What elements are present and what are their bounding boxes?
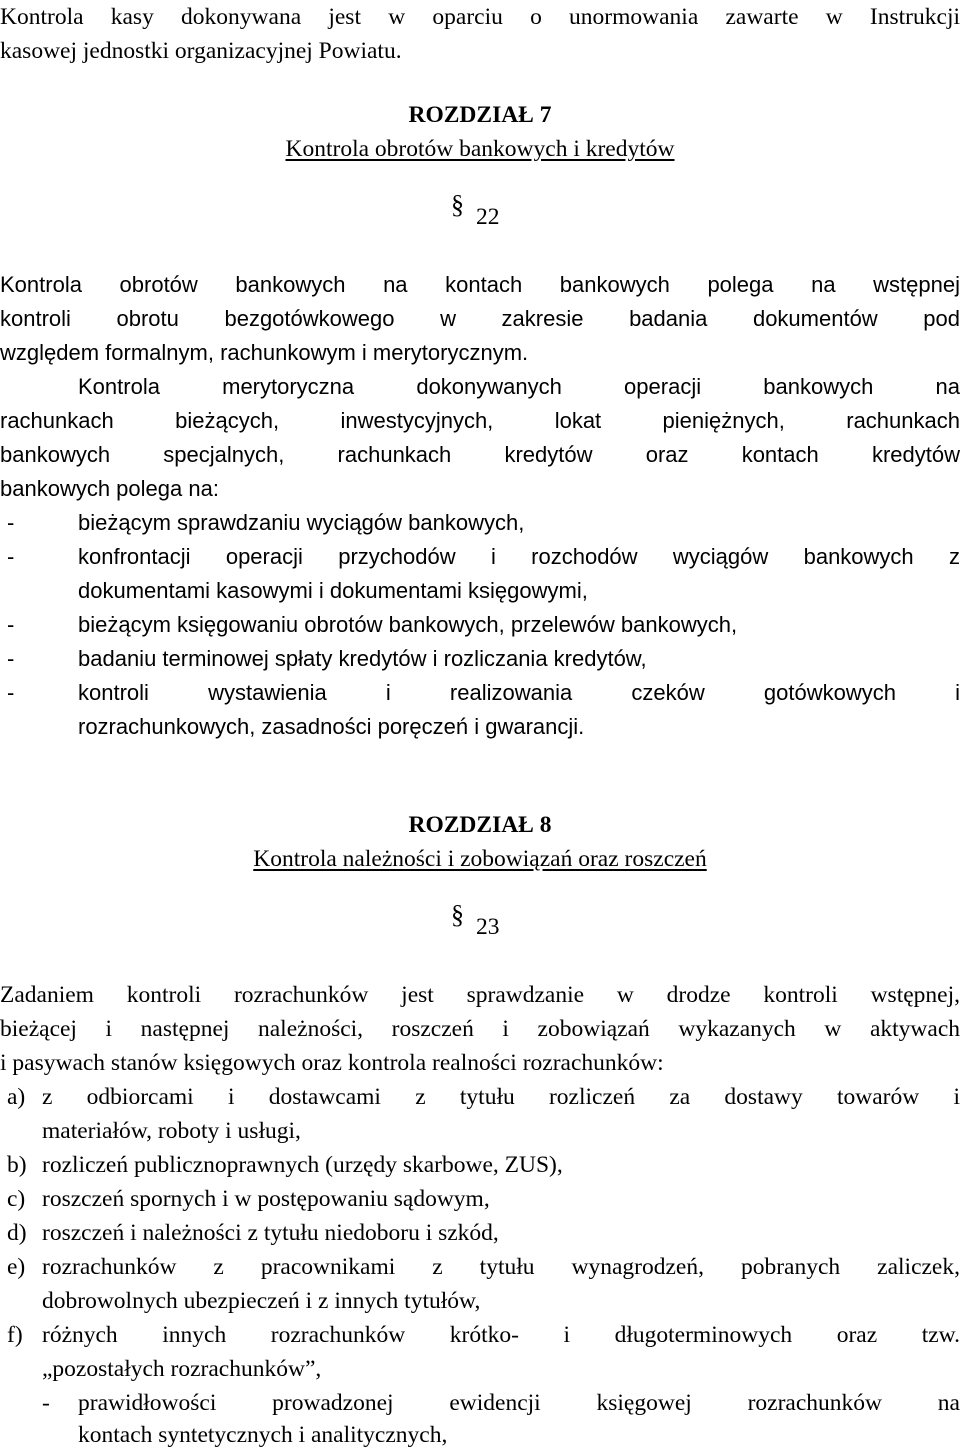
section-number: 23 (476, 914, 500, 940)
section-22-mark (0, 190, 960, 234)
ch7-para2-line-4: bankowych polega na: (0, 476, 219, 501)
dash-marker: - (42, 1390, 50, 1416)
list-item-text: materiałów, roboty i usługi, (42, 1118, 301, 1144)
list-item-label: d) (7, 1220, 27, 1246)
list-item-label: e) (7, 1254, 26, 1280)
section-23-mark (0, 900, 960, 944)
section-symbol: § (451, 190, 464, 219)
list-item-label: f) (7, 1322, 23, 1348)
list-item-text: bieżącym księgowaniu obrotów bankowych, przelewów bankowych, (78, 612, 738, 637)
chapter-7-title: Kontrola obrotów bankowych i kredytów (285, 136, 675, 162)
list-item-label: b) (7, 1152, 27, 1178)
list-item-text: rozrachunków z pracownikami z tytułu wynagrodzeń, pobranych zaliczek, (42, 1254, 960, 1280)
list-item-text: konfrontacji operacji przychodów i rozchodów wyciągów bankowych z (78, 544, 960, 569)
chapter-8-heading: ROZDZIAŁ 8 (408, 812, 552, 838)
list-item (0, 676, 960, 710)
list-item-text: bieżącym sprawdzaniu wyciągów bankowych, (78, 510, 525, 535)
list-item (0, 1182, 960, 1216)
list-item-text: badaniu terminowej spłaty kredytów i rozliczania kredytów, (78, 646, 647, 671)
ch7-para2-line-1: Kontrola merytoryczna dokonywanych operacji bankowych na (78, 374, 960, 399)
list-item (0, 642, 960, 676)
list-item-text: z odbiorcami i dostawcami z tytułu rozliczeń za dostawy towarów i (42, 1084, 960, 1110)
list-item-text: dokumentami kasowymi i dokumentami księgowymi, (78, 578, 588, 603)
list-item-text: roszczeń i należności z tytułu niedoboru i szkód, (42, 1220, 499, 1246)
ch7-para1-line-3: względem formalnym, rachunkowym i merytorycznym. (0, 340, 529, 365)
list-item-text: kontach syntetycznych i analitycznych, (78, 1422, 448, 1448)
ch8-para-line-3: i pasywach stanów księgowych oraz kontrola realności rozrachunków: (0, 1050, 664, 1076)
intro-line-1: Kontrola kasy dokonywana jest w oparciu o unormowania zawarte w Instrukcji (0, 4, 960, 30)
list-item-continuation (0, 1418, 960, 1452)
list-item-label: c) (7, 1186, 26, 1212)
list-item-continuation (0, 1114, 960, 1148)
dash-marker: - (7, 612, 15, 637)
list-item-label: a) (7, 1084, 26, 1110)
list-item-text: prawidłowości prowadzonej ewidencji księgowej rozrachunków na (78, 1390, 960, 1416)
ch7-para1-line-2: kontroli obrotu bezgotówkowego w zakresie badania dokumentów pod (0, 306, 960, 331)
list-item (0, 506, 960, 540)
list-item (0, 540, 960, 574)
ch7-para2-line-3: bankowych specjalnych, rachunkach kredytów oraz kontach kredytów (0, 442, 960, 467)
chapter-7-heading: ROZDZIAŁ 7 (408, 102, 552, 128)
ch8-para-line-2: bieżącej i następnej należności, roszczeń i zobowiązań wykazanych w aktywach (0, 1016, 960, 1042)
list-item-continuation (0, 710, 960, 744)
list-item (0, 1386, 960, 1420)
list-item-text: „pozostałych rozrachunków”, (42, 1356, 322, 1382)
list-item (0, 1080, 960, 1114)
list-item-continuation (0, 1352, 960, 1386)
list-item-continuation (0, 1284, 960, 1318)
list-item-text: roszczeń spornych i w postępowaniu sądowym, (42, 1186, 490, 1212)
section-symbol: § (451, 900, 464, 929)
list-item (0, 608, 960, 642)
list-item (0, 1148, 960, 1182)
intro-line-2: kasowej jednostki organizacyjnej Powiatu. (0, 38, 402, 64)
dash-marker: - (7, 680, 15, 705)
list-item-text: rozliczeń publicznoprawnych (urzędy skarbowe, ZUS), (42, 1152, 563, 1178)
section-number: 22 (476, 204, 500, 230)
list-item (0, 1250, 960, 1284)
ch7-para2-line-2: rachunkach bieżących, inwestycyjnych, lokat pieniężnych, rachunkach (0, 408, 960, 433)
ch8-para-line-1: Zadaniem kontroli rozrachunków jest sprawdzanie w drodze kontroli wstępnej, (0, 982, 960, 1008)
list-item-text: kontroli wystawienia i realizowania czeków gotówkowych i (78, 680, 960, 705)
dash-marker: - (7, 544, 15, 569)
list-item (0, 1318, 960, 1352)
list-item-continuation (0, 574, 960, 608)
list-item-text: różnych innych rozrachunków krótko- i długoterminowych oraz tzw. (42, 1322, 960, 1348)
list-item (0, 1216, 960, 1250)
ch7-para1-line-1: Kontrola obrotów bankowych na kontach bankowych polega na wstępnej (0, 272, 960, 297)
list-item-text: rozrachunkowych, zasadności poręczeń i gwarancji. (78, 714, 585, 739)
chapter-8-title: Kontrola należności i zobowiązań oraz roszczeń (253, 846, 707, 872)
dash-marker: - (7, 510, 15, 535)
list-item-text: dobrowolnych ubezpieczeń i z innych tytułów, (42, 1288, 481, 1314)
dash-marker: - (7, 646, 15, 671)
